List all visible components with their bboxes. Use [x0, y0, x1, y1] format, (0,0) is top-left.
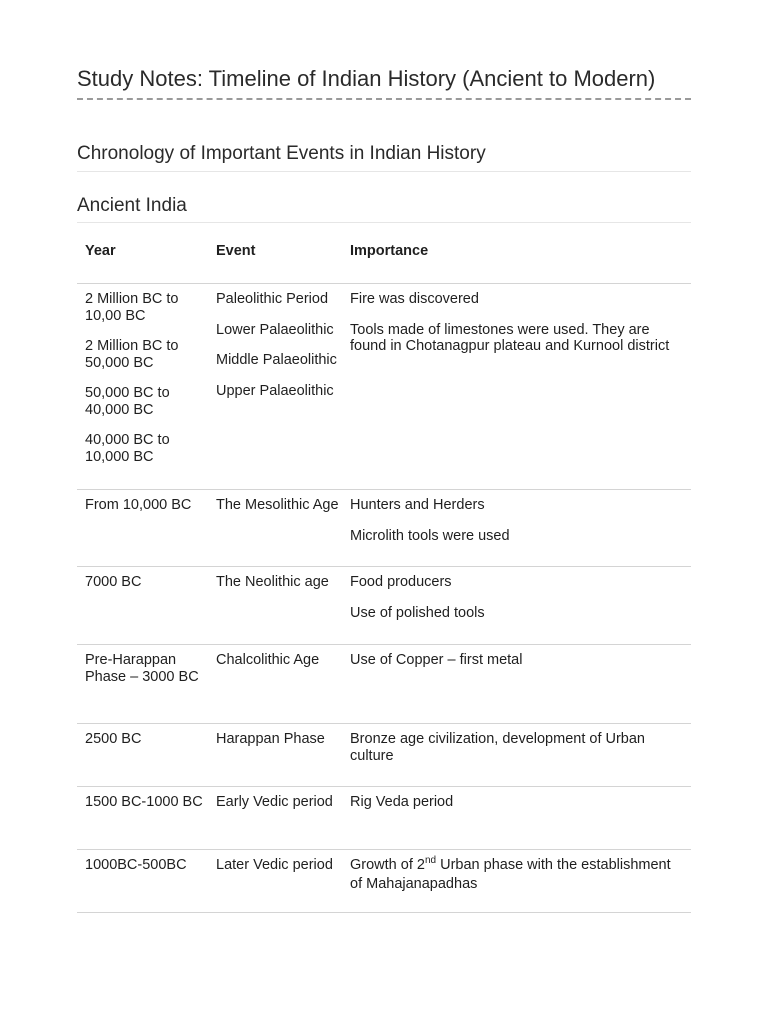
importance-text: Microlith tools were used	[350, 527, 510, 544]
year-cell	[77, 645, 208, 723]
table-row	[77, 567, 691, 645]
year-text: 1500 BC-1000 BC	[85, 794, 203, 810]
event-cell	[208, 724, 342, 786]
sub-heading: Ancient India	[77, 195, 187, 216]
importance-text: Use of polished tools	[350, 604, 485, 621]
table-row	[77, 850, 691, 913]
event-text: Chalcolithic Age	[216, 652, 320, 668]
table-row	[77, 645, 691, 724]
year-text: 2 Million BC to 10,00 BC	[85, 291, 179, 324]
year-cell	[77, 490, 208, 566]
ordinal-superscript: nd	[424, 855, 437, 866]
event-text: Harappan Phase	[216, 731, 325, 747]
header-importance: Importance	[350, 243, 429, 259]
table-header-row	[77, 228, 691, 284]
importance-cell	[342, 490, 691, 566]
event-text: Early Vedic period	[216, 794, 333, 810]
importance-cell	[342, 850, 691, 912]
year-cell	[77, 724, 208, 786]
importance-cell	[342, 567, 691, 644]
table-row	[77, 490, 691, 567]
event-text: Middle Palaeolithic	[216, 352, 337, 368]
event-text: The Neolithic age	[216, 574, 329, 590]
year-cell	[77, 284, 208, 489]
importance-text-before: Growth of 2	[350, 857, 425, 873]
year-cell	[77, 850, 208, 912]
year-text: 7000 BC	[85, 574, 142, 590]
table-row	[77, 284, 691, 490]
year-text: From 10,000 BC	[85, 497, 192, 513]
importance-cell	[342, 787, 691, 849]
year-text: 2 Million BC to 50,000 BC	[85, 338, 179, 371]
year-cell	[77, 787, 208, 849]
table-row	[77, 724, 691, 787]
event-cell	[208, 645, 342, 723]
year-text: Pre-Harappan Phase – 3000 BC	[85, 652, 199, 685]
importance-cell	[342, 645, 691, 723]
header-event: Event	[216, 243, 256, 259]
event-cell	[208, 850, 342, 912]
event-text: The Mesolithic Age	[216, 497, 339, 513]
importance-text: Rig Veda period	[350, 794, 454, 810]
document-title: Study Notes: Timeline of Indian History (Ancient to Modern)	[77, 66, 656, 91]
section-divider	[77, 171, 691, 172]
importance-text: Tools made of limestones were used. They are found in Chotanagpur plateau and Kurnool district	[350, 321, 670, 354]
header-year: Year	[85, 243, 116, 259]
year-cell	[77, 567, 208, 644]
table-row	[77, 787, 691, 850]
sub-heading-divider	[77, 222, 691, 223]
event-text: Later Vedic period	[216, 857, 333, 873]
importance-text: Fire was discovered	[350, 291, 479, 307]
event-cell	[208, 787, 342, 849]
event-cell	[208, 490, 342, 566]
year-text: 50,000 BC to 40,000 BC	[85, 385, 170, 418]
section-heading: Chronology of Important Events in Indian History	[77, 143, 486, 164]
event-cell	[208, 284, 342, 489]
importance-text	[350, 857, 683, 892]
event-cell	[208, 567, 342, 644]
importance-cell	[342, 284, 691, 489]
timeline-table	[77, 228, 691, 913]
event-text: Paleolithic Period	[216, 291, 329, 307]
importance-text: Hunters and Herders	[350, 497, 485, 513]
importance-cell	[342, 724, 691, 786]
title-divider	[77, 98, 691, 100]
importance-text: Bronze age civilization, development of Urban culture	[350, 731, 645, 764]
importance-text: Use of Copper – first metal	[350, 652, 523, 668]
year-text: 40,000 BC to 10,000 BC	[85, 432, 170, 465]
importance-text: Food producers	[350, 574, 452, 590]
event-text: Upper Palaeolithic	[216, 382, 334, 399]
importance-text-after: Urban phase with the establishment of Mahajanapadhas	[350, 857, 671, 892]
event-text: Lower Palaeolithic	[216, 321, 334, 338]
year-text: 1000BC-500BC	[85, 857, 187, 873]
year-text: 2500 BC	[85, 731, 142, 747]
